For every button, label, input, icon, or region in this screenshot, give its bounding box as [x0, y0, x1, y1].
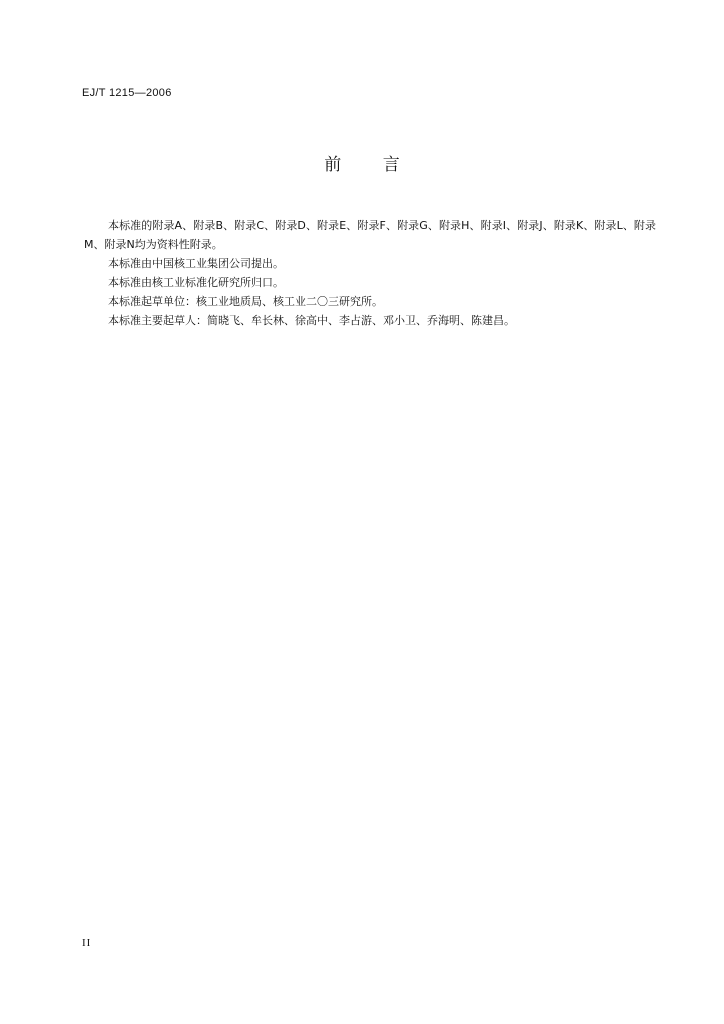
page-number: II — [82, 937, 92, 949]
page-title: 前 言 — [324, 155, 418, 175]
foreword-body — [84, 216, 656, 330]
paragraph-drafting-units: 本标准起草单位：核工业地质局、核工业二〇三研究所。 — [108, 295, 383, 308]
paragraph-administrator: 本标准由核工业标准化研究所归口。 — [108, 276, 284, 289]
paragraph-appendices: 本标准的附录A、附录B、附录C、附录D、附录E、附录F、附录G、附录H、附录I、附录J、附录K、附录L、附录M、附录N均为资料性附录。 — [84, 219, 656, 251]
paragraph-proposer: 本标准由中国核工业集团公司提出。 — [108, 257, 284, 270]
standard-code: EJ/T 1215—2006 — [82, 87, 172, 99]
paragraph-drafters: 本标准主要起草人：简晓飞、牟长林、徐高中、李占游、邓小卫、乔海明、陈建昌。 — [108, 314, 515, 327]
